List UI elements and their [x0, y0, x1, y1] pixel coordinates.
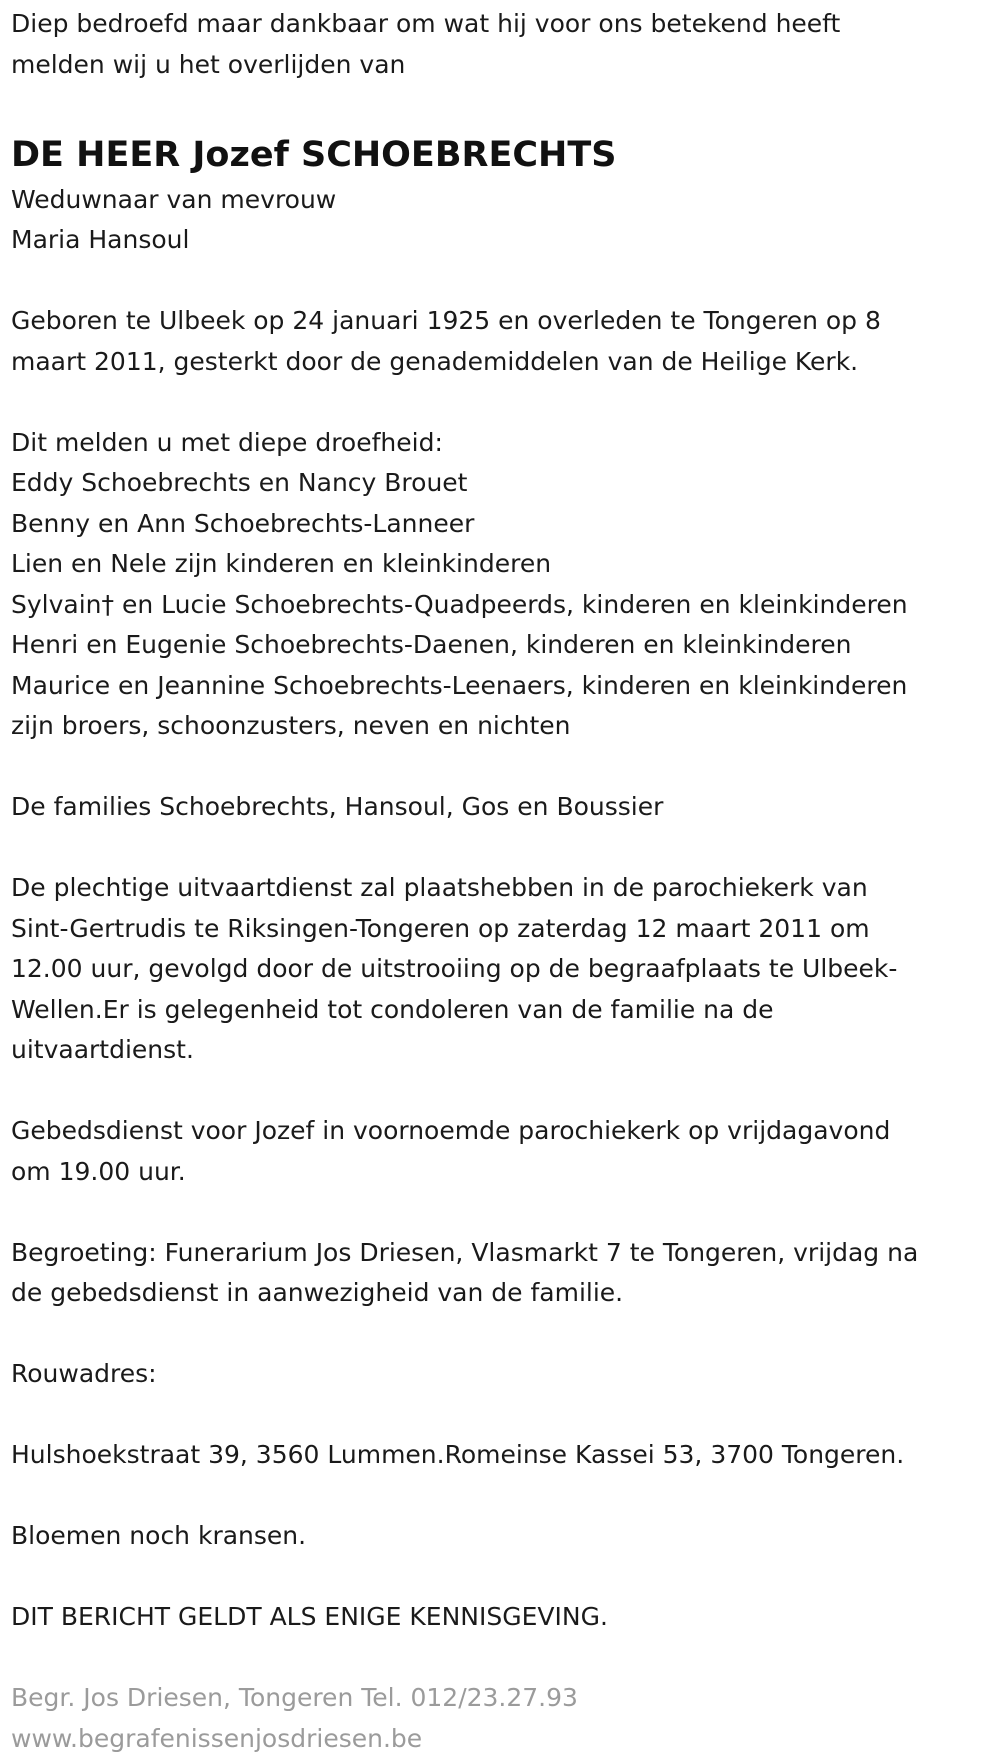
- mourners-intro: Dit melden u met diepe droefheid:: [11, 423, 991, 464]
- funeral-service-line: De plechtige uitvaartdienst zal plaatshebben in de parochiekerk van: [11, 868, 991, 909]
- birth-death-line: maart 2011, gesterkt door de genademiddelen van de Heilige Kerk.: [11, 342, 991, 383]
- mourning-address: Hulshoekstraat 39, 3560 Lummen.Romeinse Kassei 53, 3700 Tongeren.: [11, 1435, 991, 1476]
- birth-death-line: Geboren te Ulbeek op 24 januari 1925 en overleden te Tongeren op 8: [11, 301, 991, 342]
- greeting-line: Begroeting: Funerarium Jos Driesen, Vlasmarkt 7 te Tongeren, vrijdag na: [11, 1233, 991, 1274]
- funeral-service-line: Wellen.Er is gelegenheid tot condoleren van de familie na de: [11, 990, 991, 1031]
- spacer: [11, 261, 991, 302]
- mourner-line: Sylvain† en Lucie Schoebrechts-Quadpeerds, kinderen en kleinkinderen: [11, 585, 991, 626]
- deceased-name: DE HEER Jozef SCHOEBRECHTS: [11, 130, 991, 180]
- undertaker-info: Begr. Jos Driesen, Tongeren Tel. 012/23.27.93: [11, 1678, 991, 1719]
- spacer: [11, 1638, 991, 1679]
- greeting-line: de gebedsdienst in aanwezigheid van de familie.: [11, 1273, 991, 1314]
- intro-line: Diep bedroefd maar dankbaar om wat hij voor ons betekend heeft: [11, 4, 991, 45]
- mourner-line: Lien en Nele zijn kinderen en kleinkinderen: [11, 544, 991, 585]
- spacer: [11, 828, 991, 869]
- spacer: [11, 747, 991, 788]
- spacer: [11, 1557, 991, 1598]
- spacer: [11, 382, 991, 423]
- flowers-note: Bloemen noch kransen.: [11, 1516, 991, 1557]
- prayer-service-line: om 19.00 uur.: [11, 1152, 991, 1193]
- mourner-line: Maurice en Jeannine Schoebrechts-Leenaers, kinderen en kleinkinderen: [11, 666, 991, 707]
- mourner-line: Benny en Ann Schoebrechts-Lanneer: [11, 504, 991, 545]
- spouse-line: Weduwnaar van mevrouw: [11, 180, 991, 221]
- funeral-service-line: uitvaartdienst.: [11, 1030, 991, 1071]
- mourning-address-label: Rouwadres:: [11, 1354, 991, 1395]
- funeral-service-line: Sint-Gertrudis te Riksingen-Tongeren op zaterdag 12 maart 2011 om: [11, 909, 991, 950]
- obituary-notice: [11, 4, 991, 1759]
- mourner-line: Henri en Eugenie Schoebrechts-Daenen, kinderen en kleinkinderen: [11, 625, 991, 666]
- spouse-name: Maria Hansoul: [11, 220, 991, 261]
- spacer: [11, 1071, 991, 1112]
- website-link[interactable]: www.begrafenissenjosdriesen.be: [11, 1719, 991, 1759]
- spacer: [11, 1314, 991, 1355]
- funeral-service-line: 12.00 uur, gevolgd door de uitstrooiing op de begraafplaats te Ulbeek-: [11, 949, 991, 990]
- prayer-service-line: Gebedsdienst voor Jozef in voornoemde parochiekerk op vrijdagavond: [11, 1111, 991, 1152]
- official-notice: DIT BERICHT GELDT ALS ENIGE KENNISGEVING.: [11, 1597, 991, 1638]
- spacer: [11, 1395, 991, 1436]
- mourner-line: zijn broers, schoonzusters, neven en nichten: [11, 706, 991, 747]
- families-line: De families Schoebrechts, Hansoul, Gos en Boussier: [11, 787, 991, 828]
- spacer: [11, 1192, 991, 1233]
- spacer: [11, 1476, 991, 1517]
- mourner-line: Eddy Schoebrechts en Nancy Brouet: [11, 463, 991, 504]
- spacer: [11, 85, 991, 126]
- intro-line: melden wij u het overlijden van: [11, 45, 991, 86]
